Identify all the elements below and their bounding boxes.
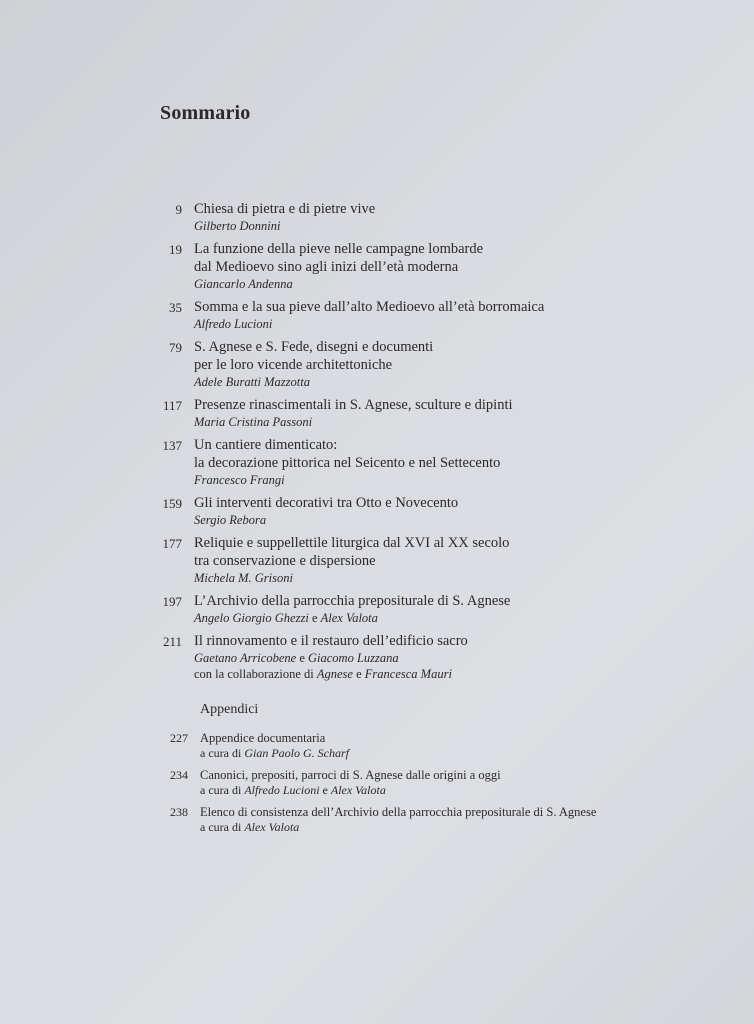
toc-entry — [0, 436, 754, 488]
toc-page-number: 79 — [169, 340, 182, 355]
toc-entry-title-cont: per le loro vicende architettoniche — [194, 357, 393, 373]
author-name: Agnese — [316, 667, 353, 681]
appendix-entry-title: Canonici, prepositi, parroci di S. Agnese dalle origini a oggi — [200, 768, 501, 782]
toc-entry — [0, 396, 754, 430]
toc-page-number: 211 — [162, 634, 182, 649]
appendix-entry — [0, 767, 754, 798]
toc-entry-title: Somma e la sua pieve dall’alto Medioevo all’età borromaica — [194, 299, 545, 315]
author-name: Angelo Giorgio Ghezzi — [194, 611, 309, 625]
toc-entry-author: Maria Cristina Passoni — [194, 415, 313, 429]
toc-entry — [0, 592, 754, 626]
credit-name: Alex Valota — [244, 820, 300, 834]
toc-entry — [0, 534, 754, 586]
toc-entry-collaborators — [194, 666, 754, 682]
toc-entry-title-cont: tra conservazione e dispersione — [194, 553, 376, 569]
appendix-entry-title: Elenco di consistenza dell’Archivio della parrocchia prepositurale di S. Agnese — [200, 805, 597, 819]
toc-entry-title: S. Agnese e S. Fede, disegni e documenti — [194, 339, 434, 355]
toc-entry — [0, 240, 754, 292]
toc-entry — [0, 632, 754, 682]
toc-page-number: 159 — [162, 496, 182, 511]
toc-page-number: 197 — [162, 594, 182, 609]
toc-entry-author: Alfredo Lucioni — [194, 317, 273, 331]
author-joiner: e — [296, 651, 308, 665]
credit-name: Gian Paolo G. Scharf — [244, 746, 349, 760]
toc-page-number: 19 — [169, 242, 182, 257]
toc-page-number: 177 — [162, 536, 182, 551]
appendix-page-number: 234 — [170, 768, 188, 782]
toc-entry — [0, 338, 754, 390]
appendix-entry-title: Appendice documentaria — [200, 731, 326, 745]
author-joiner: e — [352, 667, 365, 681]
credit-joiner: e — [319, 783, 331, 797]
appendix-entry — [0, 804, 754, 835]
toc-entry — [0, 494, 754, 528]
author-name: Alex Valota — [320, 611, 378, 625]
author-joiner: e — [308, 611, 321, 625]
toc-entry-title: L’Archivio della parrocchia prepositurale di S. Agnese — [194, 593, 511, 609]
toc-entry-author — [194, 650, 754, 666]
toc-entry-title: La funzione della pieve nelle campagne lombarde — [194, 241, 484, 257]
toc-page-number: 137 — [162, 438, 182, 453]
toc-entry-author: Michela M. Grisoni — [194, 571, 293, 585]
toc-page-number: 9 — [175, 202, 182, 217]
toc-entry-author: Giancarlo Andenna — [194, 277, 293, 291]
appendix-entry-credit — [200, 783, 754, 798]
page-title: Sommario — [160, 102, 251, 124]
toc-entry — [0, 200, 754, 234]
appendix-page-number: 227 — [170, 731, 188, 745]
appendix-list — [0, 730, 754, 841]
credit-name: Alfredo Lucioni — [244, 783, 320, 797]
table-of-contents — [0, 200, 754, 688]
author-name: Francesca Mauri — [364, 667, 452, 681]
credit-prefix: a cura di — [200, 746, 245, 760]
toc-page-number: 35 — [169, 300, 182, 315]
toc-entry-author: Sergio Rebora — [194, 513, 267, 527]
toc-entry-title: Reliquie e suppellettile liturgica dal XVI al XX secolo — [194, 535, 510, 551]
credit-name: Alex Valota — [330, 783, 386, 797]
toc-entry-title-cont: dal Medioevo sino agli inizi dell’età moderna — [194, 259, 459, 275]
appendix-entry — [0, 730, 754, 761]
toc-entry-title-cont: la decorazione pittorica nel Seicento e nel Settecento — [194, 455, 501, 471]
toc-entry-title: Chiesa di pietra e di pietre vive — [194, 201, 376, 217]
toc-entry-author — [194, 610, 754, 626]
toc-entry-author: Gilberto Donnini — [194, 219, 281, 233]
appendix-entry-credit — [200, 820, 754, 835]
toc-entry-author: Francesco Frangi — [194, 473, 285, 487]
author-name: Gaetano Arricobene — [194, 651, 297, 665]
credit-prefix: a cura di — [200, 783, 245, 797]
appendix-page-number: 238 — [170, 805, 188, 819]
collab-prefix: con la collaborazione di — [194, 667, 317, 681]
credit-prefix: a cura di — [200, 820, 245, 834]
toc-page-number: 117 — [162, 398, 182, 413]
author-name: Giacomo Luzzana — [308, 651, 399, 665]
toc-entry-title: Un cantiere dimenticato: — [194, 437, 338, 453]
toc-entry-title: Gli interventi decorativi tra Otto e Novecento — [194, 495, 459, 511]
appendix-entry-credit — [200, 746, 754, 761]
toc-entry-author: Adele Buratti Mazzotta — [194, 375, 310, 389]
toc-entry-title: Il rinnovamento e il restauro dell’edificio sacro — [194, 633, 468, 649]
toc-entry — [0, 298, 754, 332]
appendix-heading: Appendici — [200, 702, 259, 717]
toc-entry-title: Presenze rinascimentali in S. Agnese, sculture e dipinti — [194, 397, 513, 413]
